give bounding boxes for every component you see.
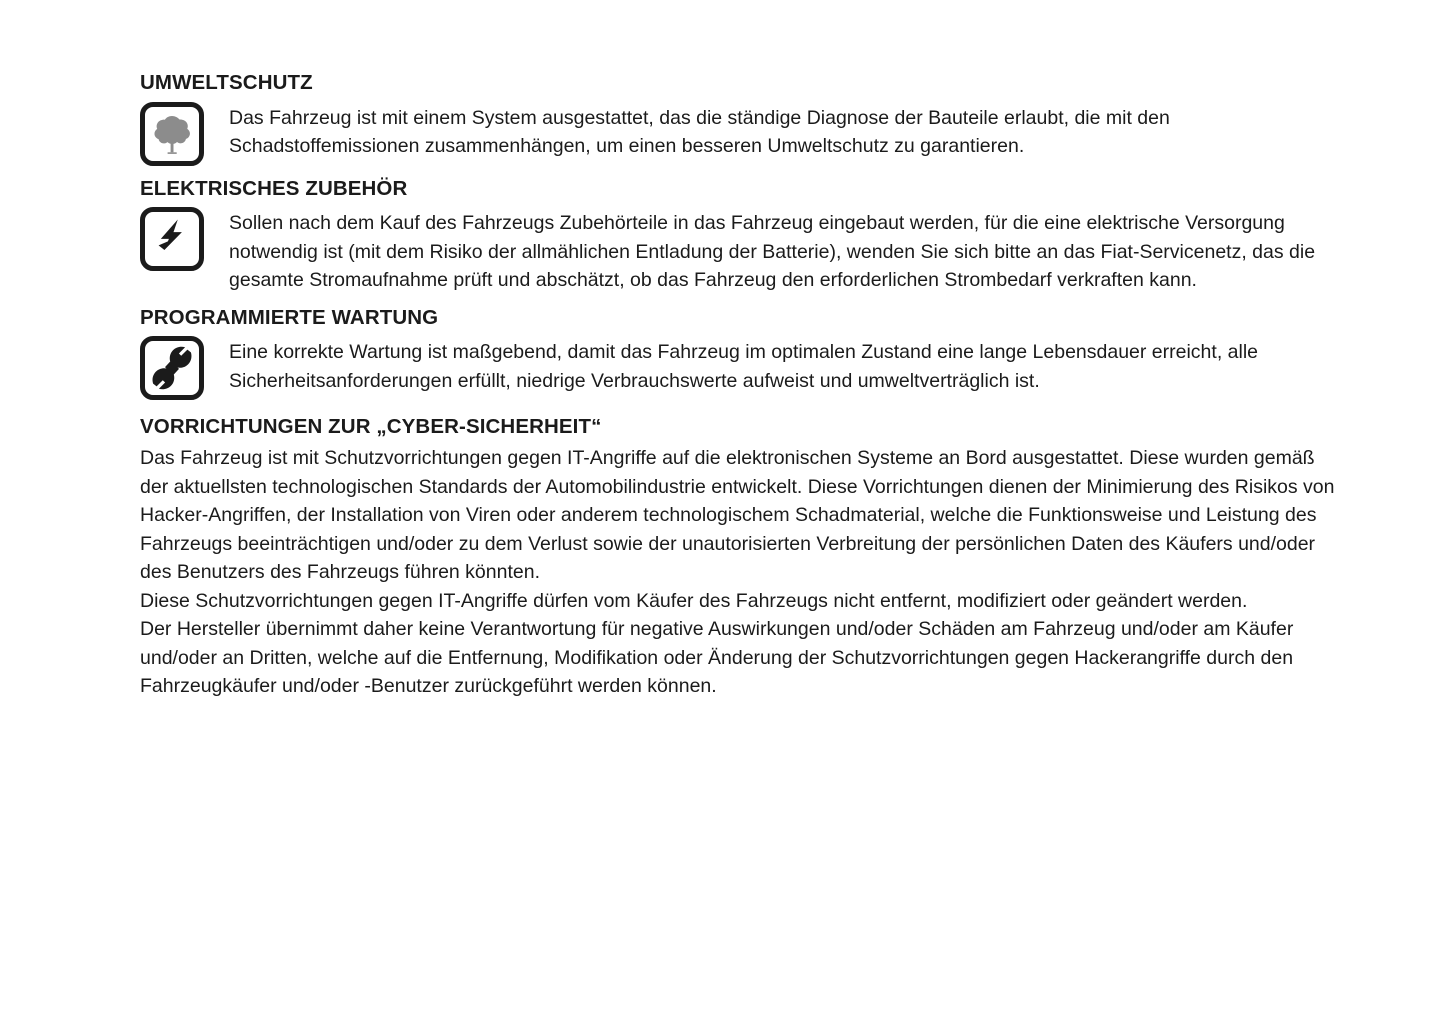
section-umweltschutz [140,70,1345,166]
cyber-paragraph-2: Diese Schutzvorrichtungen gegen IT-Angriffe dürfen vom Käufer des Fahrzeugs nicht entfernt, modifiziert oder geändert werden. [140,589,1248,612]
icon-text-row-umweltschutz [140,102,1345,166]
section-programmierte-wartung [140,305,1345,401]
lightning-bolt-icon [140,207,204,271]
tree-icon [140,102,204,166]
icon-text-row-programmierte-wartung [140,336,1345,400]
section-heading-cyber-sicherheit: VORRICHTUNGEN ZUR „CYBER-SICHERHEIT“ [140,415,602,439]
icon-text-row-elektrisches-zubehoer [140,207,1345,295]
wrench-icon [140,336,204,400]
section-heading-elektrisches-zubehoer: ELEKTRISCHES ZUBEHÖR [140,176,408,200]
section-body-programmierte-wartung: Eine korrekte Wartung ist maßgebend, damit das Fahrzeug im optimalen Zustand eine lange Lebensdauer erreicht, alle Sicherheitsanforderungen erfüllt, niedrige Verbrauchswerte aufweist und umweltverträglich ist. [229,341,1259,392]
cyber-paragraphs [140,444,1345,701]
section-cyber-sicherheit [140,414,1345,700]
section-body-umweltschutz: Das Fahrzeug ist mit einem System ausgestattet, das die ständige Diagnose der Bauteile erlaubt, die mit den Schadstoffemissionen zusammenhängen, um einen besseren Umweltschutz zu garantieren. [229,106,1170,158]
section-heading-programmierte-wartung: PROGRAMMIERTE WARTUNG [140,305,439,329]
cyber-paragraph-1: Das Fahrzeug ist mit Schutzvorrichtungen gegen IT-Angriffe auf die elektronischen Systeme an Bord ausgestattet. Diese wurden gemäß der aktuellsten technologischen Standards der Automobilindustrie entwickelt. Diese Vorrichtungen dienen der Minimierung des Risikos von Hacker-Angriffen, der Installation von Viren oder anderem technologischem Schadmaterial, welche die Funktionsweise und Leistung des Fahrzeugs beeinträchtigen und/oder zu dem Verlust sowie der unautorisierten Verbreitung der persönlichen Daten des Käufers und/oder des Benutzers des Fahrzeugs führen könnten. [140,447,1335,583]
section-elektrisches-zubehoer [140,176,1345,295]
section-body-elektrisches-zubehoer: Sollen nach dem Kauf des Fahrzeugs Zubehörteile in das Fahrzeug eingebaut werden, für die eine elektrische Versorgung notwendig ist (mit dem Risiko der allmählichen Entladung der Batterie), wenden Sie sich bitte an das Fiat-Servicenetz, das die gesamte Stromaufnahme prüft und abschätzt, ob das Fahrzeug den erforderlichen Strombedarf verkraften kann. [229,212,1316,292]
section-heading-umweltschutz: UMWELTSCHUTZ [140,71,313,94]
cyber-paragraph-3: Der Hersteller übernimmt daher keine Verantwortung für negative Auswirkungen und/oder Schäden am Fahrzeug und/oder am Käufer und/oder an Dritten, welche auf die Entfernung, Modifikation oder Änderung der Schutzvorrichtungen gegen Hackerangriffe durch den Fahrzeugkäufer und/oder -Benutzer zurückgeführt werden können. [140,618,1294,697]
